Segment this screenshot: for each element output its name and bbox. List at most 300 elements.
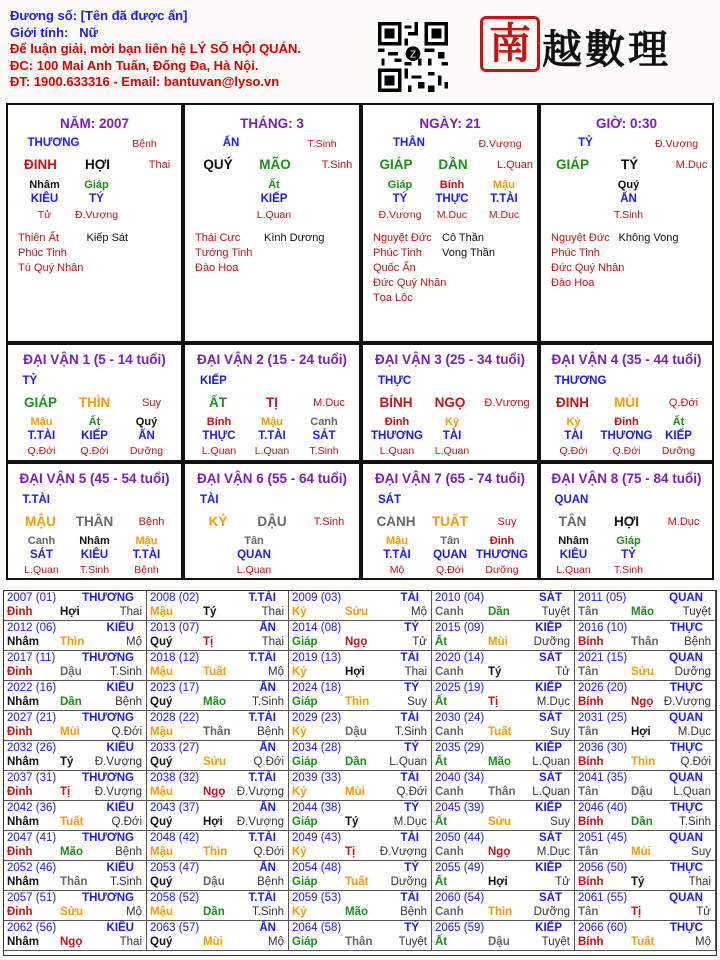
- year-star: KIÊU: [106, 922, 134, 934]
- year-stem: Quý: [150, 636, 173, 648]
- year-cell[interactable]: [4, 891, 147, 921]
- dai-van-8: [539, 462, 714, 580]
- year-branch: Mùi: [60, 726, 80, 738]
- year-star: KIẾP: [535, 622, 562, 634]
- year-label: 2030 (24): [435, 712, 485, 724]
- year-branch: Tuất: [345, 876, 369, 888]
- year-branch: Mão: [631, 606, 654, 618]
- year-cell[interactable]: [147, 681, 289, 711]
- year-label: 2048 (42): [150, 832, 200, 844]
- year-label: 2041 (35): [578, 772, 628, 784]
- year-cell[interactable]: [289, 891, 432, 921]
- year-cell[interactable]: [4, 741, 147, 771]
- year-cell[interactable]: [147, 831, 289, 861]
- dai-van-star: QUAN: [554, 494, 589, 506]
- star-name: Không Vong: [618, 232, 679, 244]
- year-cell[interactable]: [4, 801, 147, 831]
- year-cell[interactable]: [4, 921, 147, 951]
- year-stem: Mậu: [150, 846, 173, 858]
- pillar-title: THÁNG: 3: [240, 116, 304, 131]
- pillar-stem-star: TỶ: [578, 137, 593, 149]
- year-label: 2022 (16): [7, 682, 57, 694]
- year-cell[interactable]: [575, 921, 716, 951]
- year-cell[interactable]: [4, 861, 147, 891]
- year-life-stage: Thai: [261, 636, 284, 648]
- year-branch: Mùi: [345, 786, 365, 798]
- year-label: 2039 (33): [292, 772, 342, 784]
- qr-code[interactable]: [378, 22, 448, 92]
- hidden-stem: Kỷ: [566, 416, 581, 428]
- year-label: 2056 (50): [578, 862, 628, 874]
- year-cell[interactable]: [4, 621, 147, 651]
- hidden-star: TÝ: [89, 193, 104, 205]
- year-stem: Đinh: [7, 606, 33, 618]
- hidden-life-stage: Đ.Vượng: [378, 209, 422, 221]
- year-branch: Mùi: [631, 846, 651, 858]
- year-life-stage: Suy: [407, 696, 427, 708]
- year-cell[interactable]: [575, 891, 716, 921]
- year-cell[interactable]: [147, 921, 289, 951]
- hidden-star: THỰC: [202, 430, 236, 442]
- year-cell[interactable]: [4, 591, 147, 621]
- year-life-stage: Tử: [696, 906, 711, 918]
- year-star: SÁT: [539, 772, 562, 784]
- year-life-stage: Tuyệt: [682, 606, 711, 618]
- year-cell[interactable]: [4, 831, 147, 861]
- dai-van-branch: HỢI: [613, 514, 640, 529]
- hidden-stem: Mậu: [493, 179, 515, 191]
- year-life-stage: Tử: [555, 876, 570, 888]
- year-star: ẤN: [259, 802, 276, 814]
- year-label: 2054 (48): [292, 862, 342, 874]
- year-stem: Ất: [435, 936, 448, 948]
- year-label: 2046 (40): [578, 802, 628, 814]
- hidden-stem: Canh: [27, 535, 56, 547]
- year-stem: Tân: [578, 606, 599, 618]
- gender-value: Nữ: [79, 24, 98, 40]
- star-name: Phúc Tinh: [373, 247, 422, 259]
- year-stem: Bính: [578, 876, 604, 888]
- hidden-star: THƯƠNG: [476, 549, 528, 561]
- year-cell[interactable]: [4, 651, 147, 681]
- dai-van-branch: TUẤT: [432, 514, 468, 529]
- year-cell[interactable]: [575, 741, 716, 771]
- dai-van-title: ĐẠI VẬN 6 (55 - 64 tuổi): [196, 471, 348, 486]
- year-cell[interactable]: [432, 801, 575, 831]
- pillar-title: GIỜ: 0:30: [595, 116, 658, 131]
- pillar-heavenly-stem: ĐINH: [24, 157, 57, 172]
- dai-van-branch: THÂN: [75, 514, 114, 529]
- year-cell[interactable]: [147, 801, 289, 831]
- pillar-life-stage: Bệnh: [132, 138, 157, 150]
- hidden-stem: Đinh: [489, 535, 515, 547]
- year-life-stage: Q.Đới: [253, 846, 284, 858]
- year-stem: Tân: [578, 846, 599, 858]
- hidden-stem: Quý: [135, 416, 158, 428]
- year-cell[interactable]: [432, 891, 575, 921]
- year-cell[interactable]: [147, 651, 289, 681]
- year-life-stage: L.Quan: [389, 756, 427, 768]
- year-cell[interactable]: [289, 591, 432, 621]
- year-branch: Tị: [203, 636, 214, 648]
- auspicious-stars: [373, 231, 446, 306]
- year-star: QUAN: [669, 712, 703, 724]
- annual-luck-grid: [3, 590, 717, 956]
- year-stem: Quý: [150, 876, 173, 888]
- year-label: 2063 (57): [150, 922, 200, 934]
- year-life-stage: Q.Đới: [253, 756, 284, 768]
- year-life-stage: T.Sinh: [110, 666, 142, 678]
- year-cell[interactable]: [432, 711, 575, 741]
- year-cell[interactable]: [147, 771, 289, 801]
- year-cell[interactable]: [289, 741, 432, 771]
- year-cell[interactable]: [147, 891, 289, 921]
- hidden-star: T.TÀI: [490, 193, 518, 205]
- year-cell[interactable]: [289, 681, 432, 711]
- year-cell[interactable]: [289, 831, 432, 861]
- year-star: T.TÀI: [248, 772, 276, 784]
- year-cell[interactable]: [432, 741, 575, 771]
- year-label: 2049 (43): [292, 832, 342, 844]
- year-stem: Canh: [435, 666, 464, 678]
- year-cell[interactable]: [147, 591, 289, 621]
- year-cell[interactable]: [432, 591, 575, 621]
- hidden-life-stage: L.Quan: [434, 445, 470, 457]
- year-cell[interactable]: [289, 771, 432, 801]
- year-cell[interactable]: [432, 681, 575, 711]
- year-label: 2057 (51): [7, 892, 57, 904]
- auspicious-stars: [18, 231, 83, 276]
- year-label: 2031 (25): [578, 712, 628, 724]
- hidden-stem: Bính: [439, 179, 465, 191]
- year-branch: Ngọ: [60, 936, 83, 948]
- year-star: T.TÀI: [248, 712, 276, 724]
- hidden-life-stage: L.Quan: [24, 564, 59, 576]
- year-cell[interactable]: [289, 801, 432, 831]
- year-label: 2011 (05): [578, 592, 627, 604]
- year-stem: Nhâm: [7, 876, 39, 888]
- year-stem: Nhâm: [7, 936, 39, 948]
- year-label: 2026 (20): [578, 682, 628, 694]
- year-stem: Đinh: [7, 666, 33, 678]
- year-label: 2051 (45): [578, 832, 628, 844]
- year-label: 2025 (19): [435, 682, 485, 694]
- year-cell[interactable]: [147, 861, 289, 891]
- dai-van-title: ĐẠI VẬN 5 (45 - 54 tuổi): [19, 471, 170, 486]
- year-life-stage: Đ.Vượng: [236, 816, 284, 828]
- year-label: 2055 (49): [435, 862, 485, 874]
- star-name: Kiếp Sát: [86, 232, 129, 244]
- year-cell[interactable]: [4, 771, 147, 801]
- hidden-stem: Đinh: [614, 416, 639, 428]
- year-life-stage: Thai: [119, 936, 142, 948]
- year-cell[interactable]: [575, 621, 716, 651]
- year-cell[interactable]: [289, 861, 432, 891]
- year-cell[interactable]: [147, 741, 289, 771]
- year-cell[interactable]: [289, 621, 432, 651]
- pillar-2: [183, 103, 361, 343]
- year-cell[interactable]: [575, 771, 716, 801]
- year-branch: Ngọ: [631, 696, 654, 708]
- hidden-star: ẤN: [620, 193, 637, 205]
- year-cell[interactable]: [432, 921, 575, 951]
- year-cell[interactable]: [432, 861, 575, 891]
- hidden-star: T.TÀI: [258, 430, 286, 442]
- year-label: 2020 (14): [435, 652, 485, 664]
- year-cell[interactable]: [575, 591, 716, 621]
- year-branch: Hợi: [203, 816, 223, 828]
- year-cell[interactable]: [289, 651, 432, 681]
- hidden-life-stage: M.Dục: [436, 209, 468, 221]
- year-label: 2034 (28): [292, 742, 342, 754]
- hidden-stem: Quý: [617, 179, 640, 191]
- year-label: 2029 (23): [292, 712, 342, 724]
- year-stem: Nhâm: [7, 816, 39, 828]
- year-star: ẤN: [259, 922, 276, 934]
- year-life-stage: Bệnh: [115, 846, 142, 858]
- year-branch: Thìn: [488, 906, 513, 918]
- dai-van-stem: TÂN: [558, 514, 587, 529]
- year-cell[interactable]: [289, 921, 432, 951]
- year-star: THỰC: [669, 862, 703, 874]
- dai-van-stem: ĐINH: [556, 395, 589, 410]
- year-stem: Canh: [435, 606, 464, 618]
- year-star: KIẾP: [535, 742, 562, 754]
- hidden-life-stage: Q.Đới: [612, 445, 641, 457]
- hidden-stem: Giáp: [84, 179, 109, 191]
- year-star: THƯƠNG: [82, 592, 134, 604]
- year-cell[interactable]: [147, 621, 289, 651]
- hidden-life-stage: L.Quan: [254, 445, 290, 457]
- year-star: KIÊU: [106, 682, 134, 694]
- year-branch: Tý: [60, 756, 74, 768]
- year-stem: Kỷ: [292, 666, 307, 678]
- hidden-star: TỶ: [621, 549, 636, 561]
- dai-van-stem: BÍNH: [379, 395, 413, 410]
- hidden-life-stage: Q.Đới: [80, 445, 109, 457]
- pillar-4: [539, 103, 714, 343]
- year-branch: Tý: [345, 816, 359, 828]
- year-label: 2066 (60): [578, 922, 628, 934]
- year-label: 2053 (47): [150, 862, 200, 874]
- year-label: 2065 (59): [435, 922, 485, 934]
- year-cell[interactable]: [575, 831, 716, 861]
- hidden-life-stage: Q.Đới: [559, 445, 588, 457]
- year-branch: Mão: [60, 846, 83, 858]
- hidden-stem: Mậu: [135, 535, 158, 547]
- pillar-life-stage: Đ.Vượng: [654, 138, 699, 150]
- star-name: Tọa Lộc: [373, 292, 413, 304]
- year-branch: Thìn: [60, 636, 85, 648]
- hidden-life-stage: Q.Đới: [27, 445, 56, 457]
- year-star: THƯƠNG: [82, 772, 134, 784]
- year-cell[interactable]: [4, 711, 147, 741]
- dai-van-stage: Đ.Vượng: [484, 397, 530, 409]
- year-life-stage: Tử: [555, 666, 570, 678]
- year-cell[interactable]: [575, 711, 716, 741]
- seal-mark: 南: [480, 16, 540, 72]
- year-star: QUAN: [669, 772, 703, 784]
- pillar-branch-stage: T.Sinh: [321, 159, 353, 171]
- year-star: TÀI: [400, 592, 419, 604]
- year-branch: Dần: [345, 756, 367, 768]
- year-star: KIÊU: [106, 742, 134, 754]
- dai-van-3: [361, 343, 539, 462]
- star-name: Nguyệt Đức: [373, 232, 432, 244]
- dai-van-stage: M.Dục: [313, 397, 345, 409]
- year-life-stage: Mộ: [268, 666, 284, 678]
- svg-text:Z: Z: [409, 49, 417, 61]
- dai-van-star: THƯƠNG: [554, 375, 607, 387]
- year-cell[interactable]: [432, 771, 575, 801]
- year-branch: Sửu: [345, 606, 369, 618]
- star-name: Đào Hoa: [551, 277, 595, 289]
- year-star: THƯƠNG: [82, 892, 134, 904]
- pillar-stem-star: THÂN: [393, 137, 425, 149]
- year-life-stage: Suy: [550, 726, 570, 738]
- pillar-life-stage: T.Sinh: [307, 138, 337, 150]
- year-life-stage: L.Quan: [673, 786, 711, 798]
- hidden-star: TÀI: [564, 430, 583, 442]
- hidden-stem: Đinh: [384, 416, 410, 428]
- hidden-stem: Mậu: [30, 416, 53, 428]
- year-stem: Bính: [578, 636, 604, 648]
- dai-van-4: [539, 343, 714, 462]
- year-branch: Dần: [488, 606, 510, 618]
- address-line: ĐC: 100 Mai Anh Tuấn, Đống Đa, Hà Nội.: [10, 57, 259, 73]
- year-stem: Đinh: [7, 906, 33, 918]
- year-star: THƯƠNG: [82, 712, 134, 724]
- dai-van-stage: Q.Đới: [668, 397, 699, 409]
- year-life-stage: T.Sinh: [395, 726, 427, 738]
- year-branch: Mão: [488, 756, 511, 768]
- brand-logo: [480, 10, 710, 82]
- year-label: 2027 (21): [7, 712, 57, 724]
- year-cell[interactable]: [432, 651, 575, 681]
- year-star: SÁT: [539, 592, 562, 604]
- year-stem: Mậu: [150, 666, 173, 678]
- year-cell[interactable]: [575, 801, 716, 831]
- year-life-stage: M.Dục: [677, 726, 711, 738]
- year-branch: Mùi: [488, 636, 508, 648]
- year-stem: Kỷ: [292, 726, 307, 738]
- hidden-stem: Nhâm: [558, 535, 589, 547]
- dai-van-title: ĐẠI VẬN 1 (5 - 14 tuổi): [23, 352, 166, 367]
- year-life-stage: Đ.Vượng: [94, 786, 142, 798]
- star-name: Cô Thần: [442, 232, 484, 244]
- hidden-life-stage: L.Quan: [256, 209, 292, 221]
- star-name: Phúc Tinh: [18, 247, 67, 259]
- hidden-life-stage: T.Sinh: [613, 564, 644, 576]
- year-life-stage: Bệnh: [684, 636, 711, 648]
- year-stem: Canh: [435, 846, 464, 858]
- phone-email-line: ĐT: 1900.633316 - Email: bantuvan@lyso.vn: [10, 74, 280, 89]
- dai-van-stage: Suy: [142, 397, 161, 409]
- year-label: 2047 (41): [7, 832, 57, 844]
- year-life-stage: Bệnh: [400, 906, 427, 918]
- dai-van-2: [183, 343, 361, 462]
- dai-van-star: THỰC: [378, 375, 412, 387]
- year-cell[interactable]: [4, 681, 147, 711]
- star-name: Đức Quý Nhân: [551, 262, 625, 274]
- year-cell[interactable]: [575, 861, 716, 891]
- year-life-stage: L.Quan: [532, 756, 570, 768]
- dai-van-branch: THÌN: [78, 395, 111, 410]
- year-branch: Dần: [60, 696, 82, 708]
- year-branch: Thìn: [345, 696, 370, 708]
- dai-van-stage: T.Sinh: [313, 516, 345, 528]
- dai-van-stem: MẬU: [25, 514, 56, 529]
- year-label: 2033 (27): [150, 742, 200, 754]
- year-stem: Nhâm: [7, 696, 39, 708]
- dai-van-stage: Suy: [497, 516, 517, 528]
- year-branch: Tuất: [60, 816, 84, 828]
- hidden-star: THƯƠNG: [371, 430, 423, 442]
- year-branch: Mùi: [203, 936, 223, 948]
- hidden-star: KIẾP: [81, 430, 108, 442]
- dai-van-title: ĐẠI VẬN 2 (15 - 24 tuổi): [196, 352, 348, 367]
- owner-label: Đương số:: [10, 8, 78, 23]
- year-star: TỶ: [404, 622, 419, 634]
- year-life-stage: Mộ: [268, 936, 284, 948]
- year-branch: Thân: [488, 786, 516, 798]
- pillar-heavenly-stem: QUÝ: [203, 157, 233, 172]
- pillar-heavenly-stem: GIÁP: [379, 157, 413, 172]
- year-star: TỶ: [404, 802, 419, 814]
- year-stem: Bính: [578, 816, 604, 828]
- year-life-stage: Tuyệt: [398, 936, 427, 948]
- hidden-life-stage: L.Quan: [236, 564, 272, 576]
- contact-invite: Để luận giải, mời bạn liên hệ LÝ SỐ HỘI QUÁN.: [10, 41, 301, 56]
- hidden-star: KIÊU: [559, 549, 588, 561]
- year-stem: Giáp: [292, 696, 318, 708]
- hidden-star: KIẾP: [665, 430, 692, 442]
- year-cell[interactable]: [575, 681, 716, 711]
- year-label: 2018 (12): [150, 652, 200, 664]
- year-cell[interactable]: [289, 711, 432, 741]
- year-stem: Nhâm: [7, 756, 39, 768]
- dai-van-stage: M.Dục: [667, 516, 700, 528]
- year-star: TỶ: [404, 862, 419, 874]
- year-branch: Dậu: [488, 936, 510, 948]
- year-cell[interactable]: [432, 831, 575, 861]
- year-label: 2052 (46): [7, 862, 57, 874]
- year-label: 2032 (26): [7, 742, 57, 754]
- year-stem: Bính: [578, 696, 604, 708]
- year-stem: Ất: [435, 876, 448, 888]
- year-label: 2040 (34): [435, 772, 485, 784]
- year-stem: Ất: [435, 696, 448, 708]
- hidden-stem: Mậu: [261, 416, 283, 428]
- year-cell[interactable]: [575, 651, 716, 681]
- pillar-stem-star: THƯƠNG: [27, 137, 80, 149]
- year-life-stage: T.Sinh: [110, 876, 142, 888]
- dai-van-star: KIẾP: [200, 375, 227, 387]
- year-label: 2009 (03): [292, 592, 342, 604]
- year-stem: Đinh: [7, 726, 33, 738]
- hidden-life-stage: T.Sinh: [79, 564, 110, 576]
- year-life-stage: Đ.Vượng: [663, 696, 711, 708]
- year-label: 2061 (55): [578, 892, 628, 904]
- year-life-stage: T.Sinh: [679, 816, 711, 828]
- hidden-star: THƯƠNG: [600, 430, 653, 442]
- hidden-star: SÁT: [312, 430, 336, 442]
- year-stem: Quý: [150, 756, 173, 768]
- year-cell[interactable]: [147, 711, 289, 741]
- year-life-stage: Mộ: [411, 606, 427, 618]
- year-cell[interactable]: [432, 621, 575, 651]
- inauspicious-stars: [619, 231, 679, 246]
